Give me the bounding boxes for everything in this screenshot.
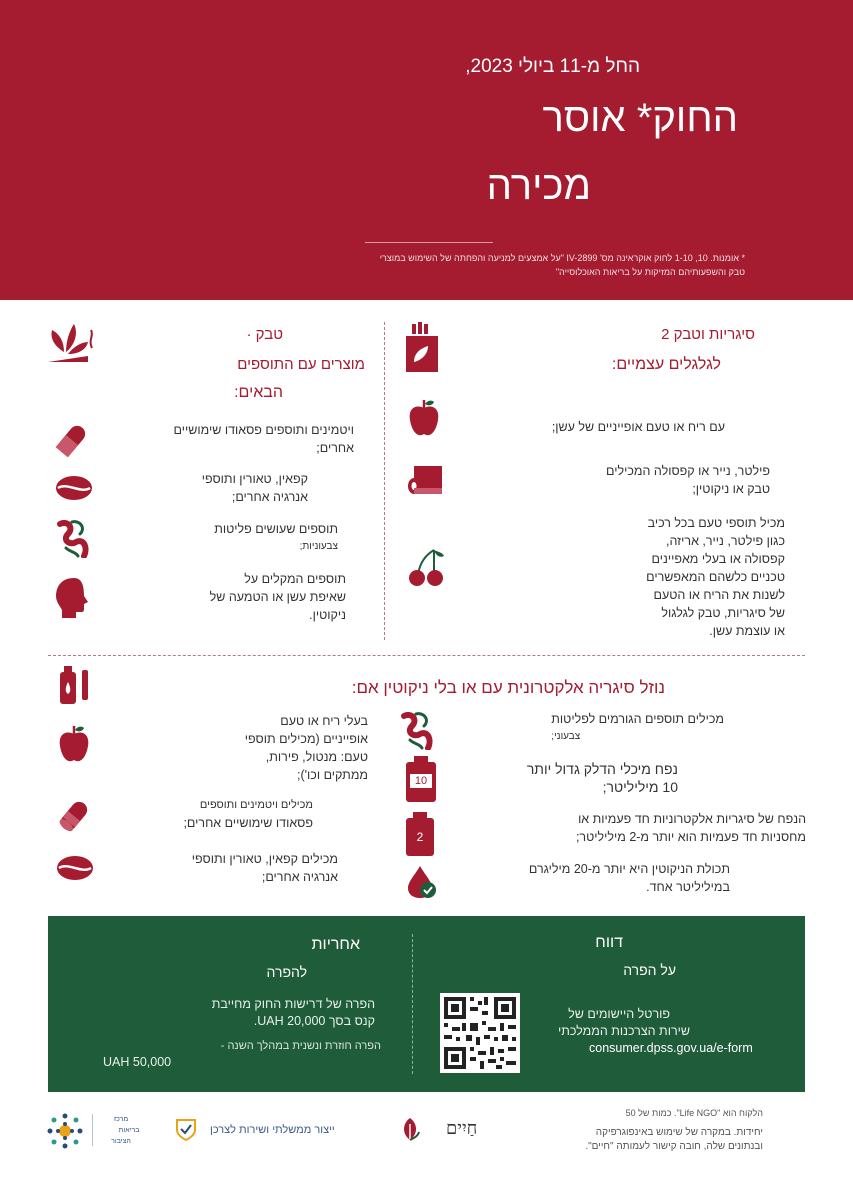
tobacco-item-inhalation: [210, 570, 346, 624]
ecig-item-vitamins: [183, 796, 313, 832]
tobacco-section-subtitle-2: הבאים:: [234, 384, 283, 401]
tobacco-item-vitamins-line1: ויטמינים ותוספים פסאודו שימושיים: [173, 423, 354, 437]
e-liquid-bottle-icon: [56, 666, 92, 706]
cig-item-flavor-line6: של סיגריות, טבק לגלגול: [661, 606, 785, 620]
cigarettes-section-title: סיגריות וטבק 2: [661, 326, 755, 343]
ecig-item-caffeine-line2: אנרגיה אחרים;: [261, 870, 338, 884]
shield-check-icon: [175, 1118, 197, 1142]
report-title: דווח: [595, 934, 623, 951]
tobacco-item-caffeine-line1: קפאין, טאורין ותוספי: [201, 472, 308, 486]
ecig-item-disposable-line2: מחסניות חד פעמיות הוא יותר מ-2 מיליליטר;: [575, 830, 806, 844]
headline-line2: מכירה: [486, 164, 591, 208]
colored-smoke-icon: [398, 710, 438, 750]
responsibility-subtitle: להפרה: [266, 964, 307, 980]
cig-item-flavor-line5: לשנות את הריח או הטעם: [653, 588, 785, 602]
cigarette-pack-icon: [404, 322, 440, 374]
report-subtitle: על הפרה: [623, 962, 676, 978]
tobacco-item-vitamins: [174, 421, 354, 457]
fine-repeat-violation-amount: UAH 50,000: [103, 1055, 172, 1069]
responsibility-title: אחריות: [311, 936, 360, 953]
ecig-item-flavored: [245, 712, 368, 784]
public-health-center-logo-icon: [46, 1112, 84, 1150]
tobacco-item-caffeine: [202, 470, 308, 506]
cig-item-flavor-additives: [646, 514, 785, 640]
fine-first-violation: [212, 996, 375, 1030]
ecig-item-disposable-volume: [576, 810, 806, 846]
headline-line1: החוק* אוסר: [542, 96, 738, 140]
header-banner: [0, 0, 853, 300]
apple-icon: [58, 724, 90, 764]
tank-10ml-icon: [406, 756, 436, 802]
cig-item-flavor-line4: טכניים כלשהם המאפשרים: [646, 570, 785, 584]
tobacco-item-caffeine-line2: אנרגיה אחרים;: [231, 490, 308, 504]
ecig-item-caffeine-line1: מכילים קפאין, טאורין ותוספי: [191, 852, 338, 866]
ecig-item-tank-line1: נפח מיכלי הדלק גדול יותר: [526, 761, 678, 777]
law-footnote: [105, 251, 745, 279]
leaf-logo-icon: [400, 1116, 420, 1142]
ecig-item-colored-line1: מכילים תוספים הגורמים לפליטות: [551, 712, 724, 726]
health-logo-line3: הציבור: [111, 1138, 131, 1145]
cig-item-flavor-line3: קפסולה או בעלי מאפיינים: [651, 552, 785, 566]
apple-icon: [408, 398, 440, 438]
coffee-bean-icon: [56, 854, 94, 882]
law-footnote-line1: * אומנות. 10, 1-10 לחוק אוקראינה מס' IV-2899 "על אמצעים למניעה והפחתה של השימוש במוצרי: [379, 253, 745, 263]
cig-item-flavor-line2: כגון פילטר, נייר, אריזה,: [665, 534, 785, 548]
portal-label-line2: שירות הצרכנות הממלכתי: [557, 1024, 690, 1038]
health-logo-line1: מרכז: [113, 1116, 129, 1123]
ngo-disclaimer-line2: יחידות. במקרה של שימוש באינפוגרפיקה: [595, 1127, 763, 1138]
header-divider: [365, 242, 493, 243]
section-divider: [48, 655, 805, 656]
ecig-item-nicotine-line2: במיליליטר אחד.: [646, 880, 730, 894]
effective-date: החל מ-11 ביולי 2023,: [465, 56, 640, 77]
cig-item-filter-line2: טבק או ניקוטין;: [692, 482, 770, 496]
ecig-item-vitamins-line1: מכילים ויטמינים ותוספים: [199, 799, 313, 811]
qr-code-icon[interactable]: [440, 993, 520, 1073]
ecig-item-vitamins-line2: פסאודו שימושיים אחרים;: [183, 816, 313, 830]
cartridge-2ml-icon: [406, 812, 434, 856]
tobacco-item-vitamins-line2: אחרים;: [316, 441, 354, 455]
pill-icon: [56, 798, 92, 834]
tobacco-section-subtitle-1: מוצרים עם התוספים: [237, 356, 365, 373]
portal-label-line1: פורטל היישומים של: [568, 1007, 670, 1021]
ecig-item-tank-line2: 10 מיליליטר;: [602, 779, 678, 795]
cherry-icon: [406, 548, 446, 588]
public-health-logo-text: [96, 1114, 146, 1147]
ecig-item-nicotine-content: [529, 860, 730, 896]
ecig-item-nicotine-line1: תכולת הניקוטין היא יותר מ-20 מיליגרם: [528, 862, 730, 876]
cig-item-flavor-line1: מכיל תוספי טעם בכל רכיב: [647, 516, 785, 530]
cartridge-badge-2: 2: [416, 830, 424, 844]
cig-item-flavor-line7: או עוצמת עשן.: [709, 624, 785, 638]
ngo-disclaimer-line1: הלקוח הוא "Life NGO". כמות של 50: [625, 1108, 763, 1118]
tobacco-item-inhalation-line1: תוספים המקלים על: [244, 572, 346, 586]
ecig-item-colored-line2: צבעוני;: [551, 731, 581, 742]
life-ngo-logo-text: חַיִים: [446, 1118, 478, 1139]
tobacco-item-colored-emissions: [214, 520, 338, 556]
green-box-divider: [412, 934, 413, 1074]
tank-badge-10: 10: [414, 775, 428, 787]
pill-icon: [54, 422, 90, 458]
cig-item-smell-taste: עם ריח או טעם אופייניים של עשן;: [551, 420, 725, 434]
inhalation-head-icon: [54, 576, 90, 620]
column-divider: [384, 322, 385, 640]
consumer-portal-url[interactable]: consumer.dpss.gov.ua/e-form: [589, 1041, 753, 1055]
fine-first-line1: הפרה של דרישות החוק מחייבת: [211, 997, 375, 1011]
law-footnote-line2: טבק והשפעותיהם המזיקות על בריאות האוכלוסייה": [555, 267, 745, 277]
cig-item-filter-line1: פילטר, נייר או קפסולה המכילים: [606, 464, 770, 478]
ecig-item-tank-volume: [527, 760, 678, 796]
health-logo-line2: בריאות: [118, 1127, 140, 1134]
ecig-item-flavored-line3: טעם: מנטול, פירות,: [265, 750, 368, 764]
tobacco-item-colored-emissions-line1: תוספים שעושים פליטות: [214, 522, 338, 536]
tobacco-item-inhalation-line2: שאיפת עשן או הטמעה של: [209, 590, 346, 604]
coffee-bean-icon: [55, 474, 93, 502]
ecig-item-flavored-line1: בעלי ריח או טעם: [280, 714, 368, 728]
ecig-section-title: נוזל סיגריה אלקטרונית עם או בלי ניקוטין אם:: [351, 678, 665, 697]
ecig-item-flavored-line2: אופייניים (מכילים תוספי: [244, 732, 368, 746]
fine-repeat-violation-label: הפרה חוזרת ונשנית במהלך השנה -: [220, 1040, 381, 1052]
ecig-item-caffeine: [192, 850, 338, 886]
ngo-disclaimer-line3: ובנתונים שלה, חובה קישור לעמותה "חיים".: [585, 1141, 763, 1152]
tobacco-item-colored-emissions-line2: צבעוניות;: [299, 541, 338, 552]
ecig-item-colored-emissions: [551, 710, 724, 746]
public-health-logo-separator: [92, 1114, 93, 1146]
tobacco-item-inhalation-line3: ניקוטין.: [309, 608, 346, 622]
tobacco-leaf-icon: [44, 322, 98, 368]
colored-smoke-icon: [54, 518, 94, 558]
filter-roll-icon: [406, 464, 444, 496]
cig-item-filter: [606, 462, 770, 498]
ngo-disclaimer: [453, 1106, 763, 1154]
ecig-item-flavored-line4: ממתקים וכו');: [297, 768, 368, 782]
nicotine-drop-icon: [404, 864, 438, 900]
consumer-portal-label: [558, 1006, 690, 1040]
tobacco-section-title: טבק ·: [246, 326, 283, 343]
gov-consumer-service-logo-text: ייצור ממשלתי ושירות לצרכן: [210, 1124, 335, 1136]
ecig-item-disposable-line1: הנפח של סיגריות אלקטרוניות חד פעמיות או: [578, 812, 806, 826]
cigarettes-section-subtitle: לגלגלים עצמיים:: [611, 356, 721, 373]
fine-first-line2: קנס בסך UAH 20,000.: [253, 1014, 375, 1028]
